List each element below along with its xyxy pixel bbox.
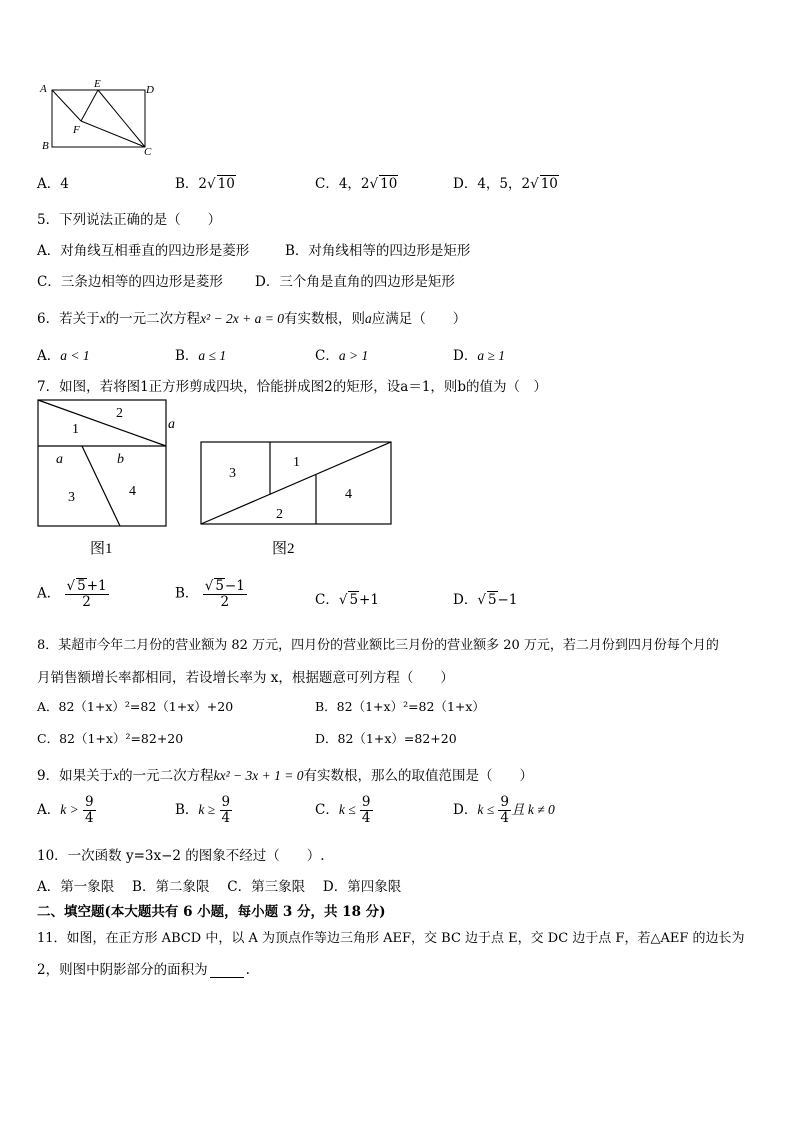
q9-option-c: C．k ≤ $\frac{9}{4}$ bbox=[315, 794, 371, 826]
q9-option-b: B．k ≥ $\frac{9}{4}$ bbox=[175, 794, 231, 826]
fig1-label-a-side: a bbox=[168, 417, 175, 432]
q4-label-b: B bbox=[42, 140, 49, 152]
fig1-caption: 图1 bbox=[90, 541, 113, 557]
q8-option-a: A．82（1+x）²=82（1+x）+20 bbox=[37, 699, 234, 714]
q7-option-b: B． $\frac{√ 5-1}{2}$ bbox=[175, 578, 245, 610]
fig2-caption: 图2 bbox=[272, 541, 295, 557]
q4-option-b: B．2√ 10 bbox=[175, 176, 235, 192]
q4-option-d: D．4，5，2√ 10 bbox=[453, 176, 558, 192]
fig2-piece-4: 4 bbox=[345, 487, 352, 502]
q10-options: A．第一象限 B．第二象限 C．第三象限 D．第四象限 bbox=[37, 879, 402, 895]
q4-option-a: A．4 bbox=[37, 176, 69, 192]
q4-label-f: F bbox=[73, 124, 80, 136]
fig2-piece-1: 1 bbox=[293, 455, 300, 470]
q9-option-a: A．k > $\frac{9}{4}$ bbox=[37, 794, 94, 826]
q10-stem: 10．一次函数 y=3x−2 的图象不经过（ ）. bbox=[37, 848, 325, 864]
q8-option-d: D．82（1+x）=82+20 bbox=[315, 731, 457, 746]
q6-stem: 6．若关于x的一元二次方程x² − 2x + a = 0有实数根，则a应满足（ ） bbox=[37, 311, 467, 327]
q7-option-a: A． $\frac{√ 5+1}{2}$ bbox=[37, 578, 107, 610]
q7-option-c: C．√ 5+1 bbox=[315, 592, 379, 608]
q4-figure bbox=[36, 76, 166, 156]
q4-label-c: C bbox=[144, 146, 152, 156]
q4-option-c: C．4，2√ 10 bbox=[315, 176, 398, 192]
fig1-piece-1: 1 bbox=[72, 422, 79, 437]
q7-figures bbox=[34, 395, 404, 565]
q4-label-e: E bbox=[94, 78, 101, 90]
q11-answer-blank[interactable] bbox=[210, 963, 244, 978]
q5-stem: 5．下列说法正确的是（ ） bbox=[37, 212, 222, 228]
q7-stem: 7．如图，若将图1正方形剪成四块，恰能拼成图2的矩形，设a＝1，则b的值为（ ） bbox=[37, 379, 548, 395]
q8-line1: 8．某超市今年二月份的营业额为 82 万元，四月份的营业额比三月份的营业额多 20 万元，若二月份到四月份每个月的 bbox=[37, 638, 719, 653]
fig1-piece-4: 4 bbox=[129, 484, 136, 499]
q6-option-b: B．a ≤ 1 bbox=[175, 348, 227, 364]
fig1-piece-3: 3 bbox=[68, 490, 75, 505]
fig1-piece-2: 2 bbox=[116, 406, 123, 421]
q8-option-b: B．82（1+x）²=82（1+x） bbox=[315, 699, 485, 714]
fig1-label-a-bottom: a bbox=[56, 452, 63, 467]
q8-line2: 月销售额增长率都相同，若设增长率为 x，根据题意可列方程（ ） bbox=[37, 670, 454, 686]
q8-option-c: C．82（1+x）²=82+20 bbox=[37, 731, 184, 746]
q11-line2: 2，则图中阴影部分的面积为 . bbox=[37, 962, 250, 978]
q5-option-a: A．对角线互相垂直的四边形是菱形 bbox=[37, 243, 250, 259]
q6-option-a: A．a < 1 bbox=[37, 348, 90, 364]
q6-option-d: D．a ≥ 1 bbox=[453, 348, 505, 364]
q5-option-c: C．三条边相等的四边形是菱形 bbox=[37, 274, 223, 290]
section2-heading: 二、填空题(本大题共有 6 小题，每小题 3 分，共 18 分) bbox=[37, 904, 386, 920]
q4-label-d: D bbox=[146, 84, 154, 96]
q5-option-d: D．三个角是直角的四边形是矩形 bbox=[255, 274, 455, 290]
q6-option-c: C．a > 1 bbox=[315, 348, 369, 364]
fig2-piece-3: 3 bbox=[229, 466, 236, 481]
fig2-piece-2: 2 bbox=[276, 507, 283, 522]
q5-option-b: B．对角线相等的四边形是矩形 bbox=[285, 243, 471, 259]
q9-option-d: D．k ≤ $\frac{9}{4}$ 且 k ≠ 0 bbox=[453, 794, 555, 826]
q9-stem: 9．如果关于x的一元二次方程kx² − 3x + 1 = 0有实数根，那么的取值范围是（ ） bbox=[37, 768, 533, 784]
q11-line1: 11．如图，在正方形 ABCD 中，以 A 为顶点作等边三角形 AEF，交 BC 边于点 E，交 DC 边于点 F，若△AEF 的边长为 bbox=[37, 931, 745, 946]
q7-option-d: D．√ 5−1 bbox=[453, 592, 518, 608]
fig1-label-b: b bbox=[117, 452, 124, 467]
q4-label-a: A bbox=[40, 83, 47, 95]
